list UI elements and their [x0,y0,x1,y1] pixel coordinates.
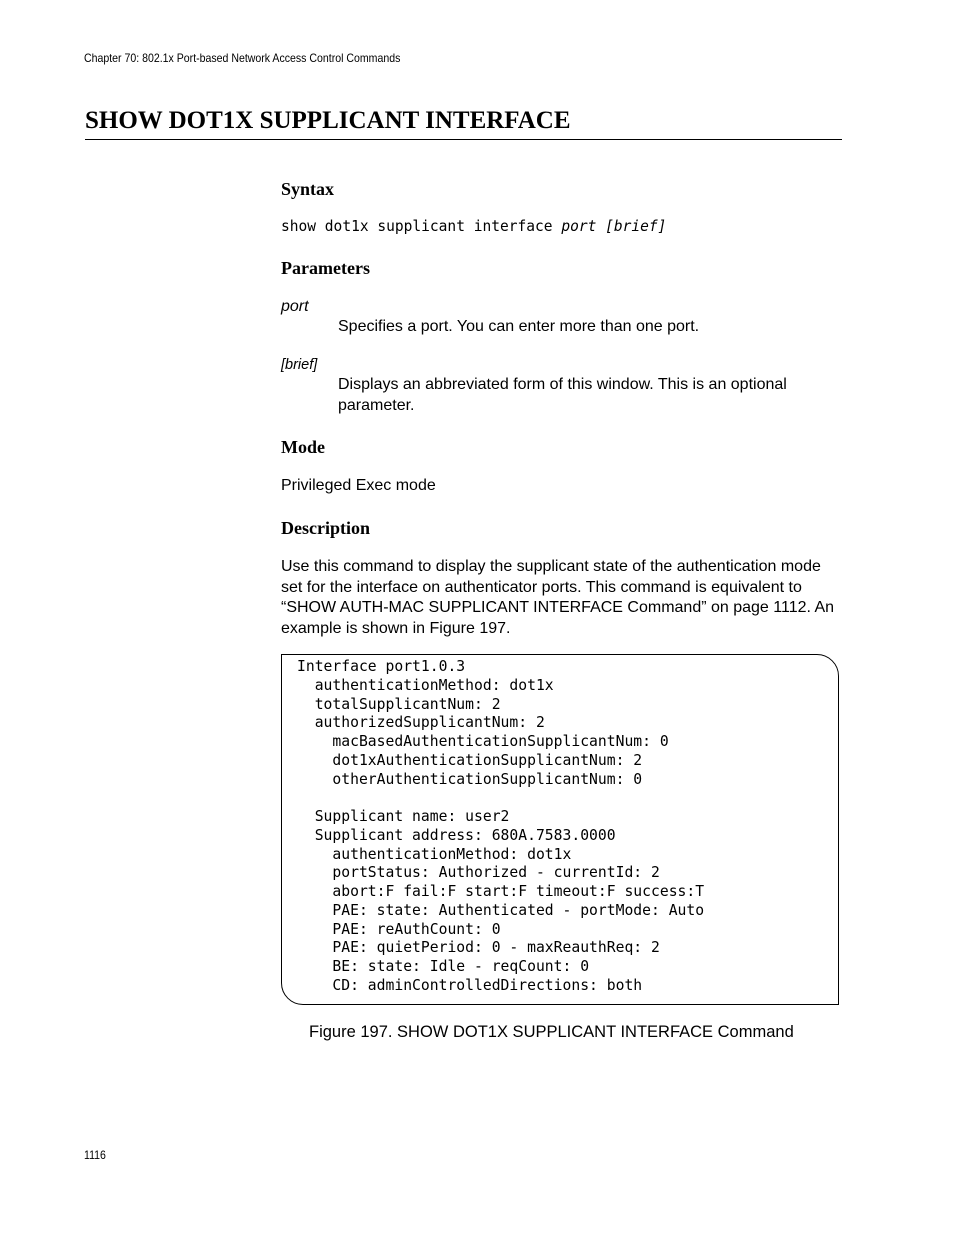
output-line: PAE: reAuthCount: 0 [297,919,501,938]
title-rule [85,139,842,140]
page-title: SHOW DOT1X SUPPLICANT INTERFACE [85,107,571,134]
parameters-heading: Parameters [281,258,370,278]
output-line: macBasedAuthenticationSupplicantNum: 0 [297,732,669,750]
page-number: 1116 [84,1148,106,1162]
param-port-name: port [281,298,309,315]
output-line: PAE: quietPeriod: 0 - maxReauthReq: 2 [297,938,660,957]
output-line: abort:F fail:F start:F timeout:F success:T [297,882,705,900]
syntax-heading: Syntax [281,179,335,199]
command-output [297,657,704,995]
param-port-description: Specifies a port. You can enter more than one port. [338,318,700,335]
syntax-arguments: port [brief] [561,217,667,235]
output-line: totalSupplicantNum: 2 [297,694,501,713]
description-heading: Description [281,518,370,538]
mode-text: Privileged Exec mode [281,477,436,494]
mode-heading: Mode [281,437,325,457]
syntax-command-text: show dot1x supplicant interface [281,217,562,235]
output-line: Interface port1.0.3 [297,657,466,675]
output-line: BE: state: Idle - reqCount: 0 [297,957,590,975]
param-brief-name: [brief] [281,357,318,373]
running-head: Chapter 70: 802.1x Port-based Network Access Control Commands [84,51,401,65]
param-brief-description: Displays an abbreviated form of this window. This is an optional parameter. [338,376,787,414]
output-line: CD: adminControlledDirections: both [297,975,643,994]
output-line: portStatus: Authorized - currentId: 2 [297,863,660,882]
output-line: PAE: state: Authenticated - portMode: Auto [297,900,705,919]
figure-caption: Figure 197. SHOW DOT1X SUPPLICANT INTERFACE Command [309,1023,794,1041]
description-text: Use this command to display the supplicant state of the authentication mode set for the interface on authenticator ports. This command is equivalent to “SHOW AUTH-MAC SUPPLICANT INTERFACE Command” on page 1112. An example is shown in Figure 197. [281,558,835,637]
output-line: dot1xAuthenticationSupplicantNum: 2 [297,750,643,769]
output-line: authorizedSupplicantNum: 2 [297,713,545,732]
output-line: otherAuthenticationSupplicantNum: 0 [297,769,643,788]
output-line: authenticationMethod: dot1x [297,675,554,694]
output-line: Supplicant address: 680A.7583.0000 [297,825,616,844]
output-line: authenticationMethod: dot1x [297,844,572,863]
syntax-command [281,217,666,235]
output-line: Supplicant name: user2 [297,807,510,825]
